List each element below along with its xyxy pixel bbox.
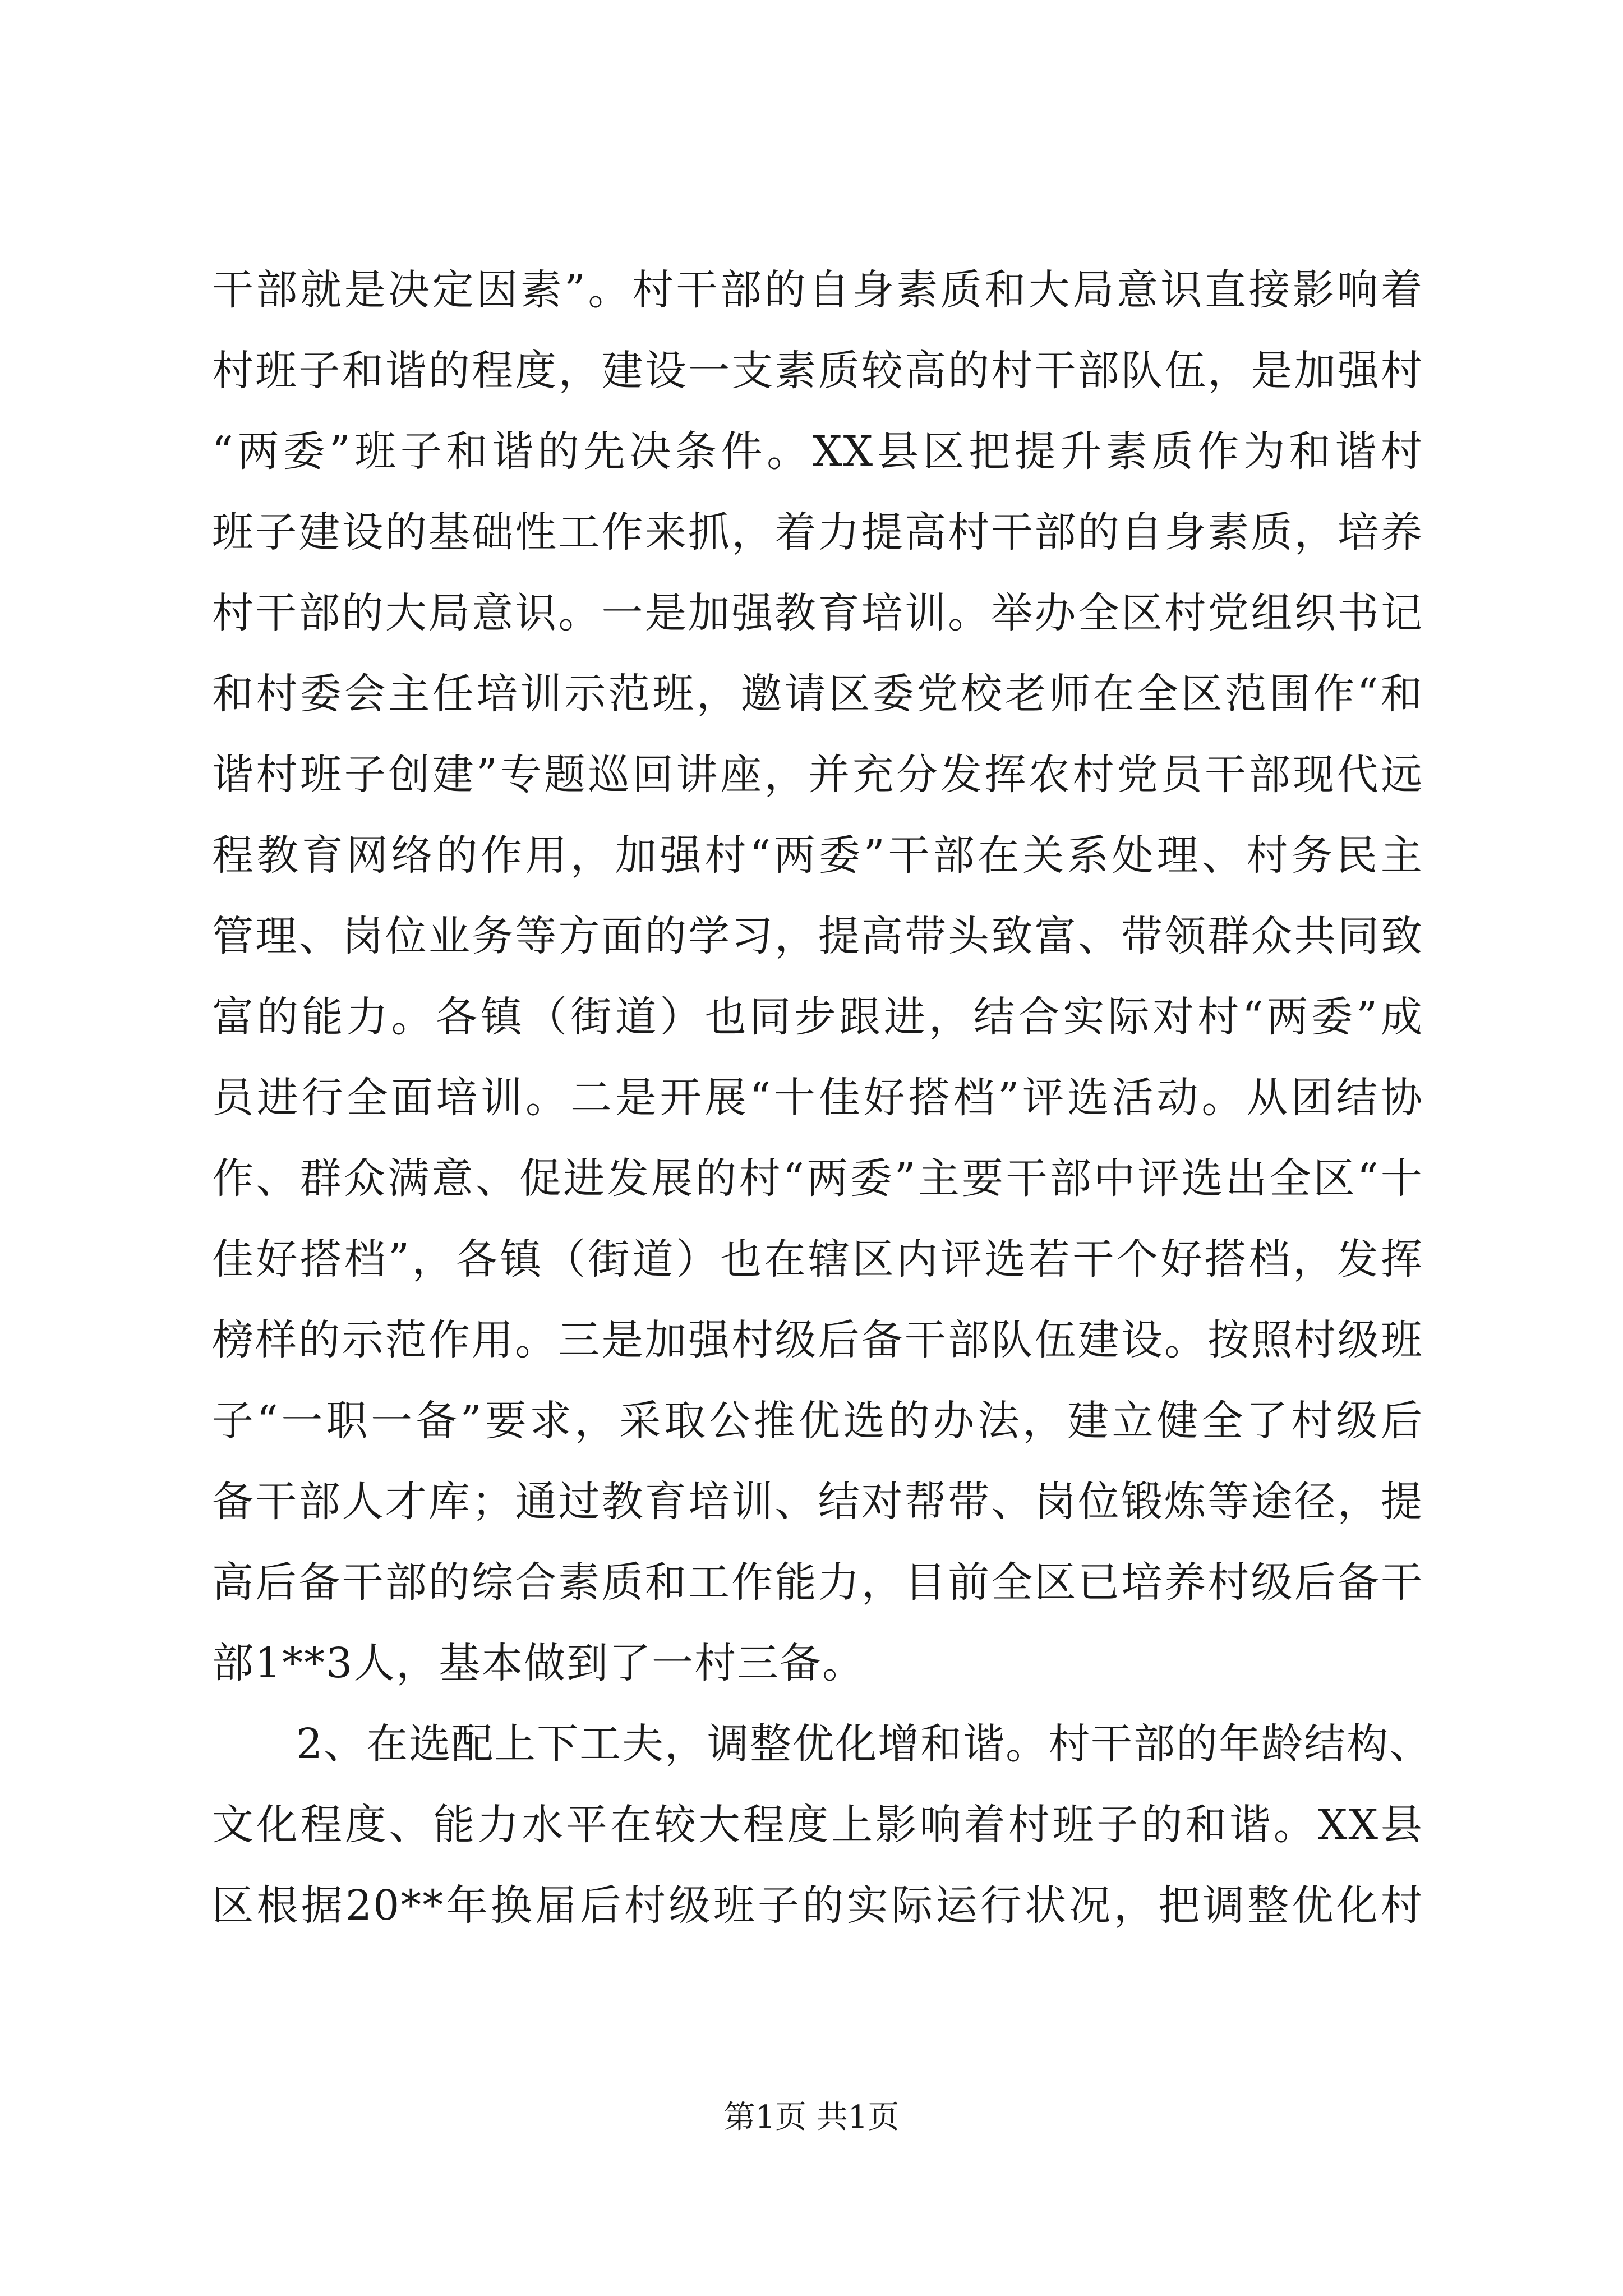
text-line: 佳好搭档”，各镇（街道）也在辖区内评选若干个好搭档，发挥 (212, 1235, 1423, 1283)
text-line: 富的能力。各镇（街道）也同步跟进，结合实际对村“两委”成 (212, 993, 1423, 1041)
text-line: 村干部的大局意识。一是加强教育培训。举办全区村党组织书记 (212, 589, 1423, 637)
paragraph-last-line: 部1**3人，基本做到了一村三备。 (212, 1639, 865, 1687)
page-number-footer: 第1页 共1页 (723, 2099, 900, 2136)
text-line: 子“一职一备”要求，采取公推优选的办法，建立健全了村级后 (212, 1397, 1423, 1445)
text-line: 员进行全面培训。二是开展“十佳好搭档”评选活动。从团结协 (212, 1074, 1423, 1122)
paragraph-first-line: 2、在选配上下工夫，调整优化增和谐。村干部的年龄结构、 (296, 1720, 1432, 1768)
text-line: 干部就是决定因素”。村干部的自身素质和大局意识直接影响着 (212, 266, 1423, 314)
text-line: 谐村班子创建”专题巡回讲座，并充分发挥农村党员干部现代远 (212, 751, 1423, 799)
text-line: 区根据20**年换届后村级班子的实际运行状况，把调整优化村 (212, 1881, 1423, 1930)
text-line: 程教育网络的作用，加强村“两委”干部在关系处理、村务民主 (212, 831, 1423, 880)
text-line: 村班子和谐的程度，建设一支素质较高的村干部队伍，是加强村 (212, 347, 1423, 395)
text-line: 备干部人才库；通过教育培训、结对帮带、岗位锻炼等途径，提 (212, 1478, 1423, 1526)
text-line: 班子建设的基础性工作来抓，着力提高村干部的自身素质，培养 (212, 508, 1423, 556)
text-line: 和村委会主任培训示范班，邀请区委党校老师在全区范围作“和 (212, 670, 1423, 718)
text-line: 榜样的示范作用。三是加强村级后备干部队伍建设。按照村级班 (212, 1316, 1423, 1364)
text-line: 文化程度、能力水平在较大程度上影响着村班子的和谐。XX县 (212, 1801, 1423, 1849)
text-line: 管理、岗位业务等方面的学习，提高带头致富、带领群众共同致 (212, 912, 1423, 960)
text-line: 作、群众满意、促进发展的村“两委”主要干部中评选出全区“十 (212, 1154, 1423, 1203)
text-line: “两委”班子和谐的先决条件。XX县区把提升素质作为和谐村 (212, 427, 1423, 476)
document-body (212, 250, 1432, 1946)
text-line: 高后备干部的综合素质和工作能力，目前全区已培养村级后备干 (212, 1558, 1423, 1607)
